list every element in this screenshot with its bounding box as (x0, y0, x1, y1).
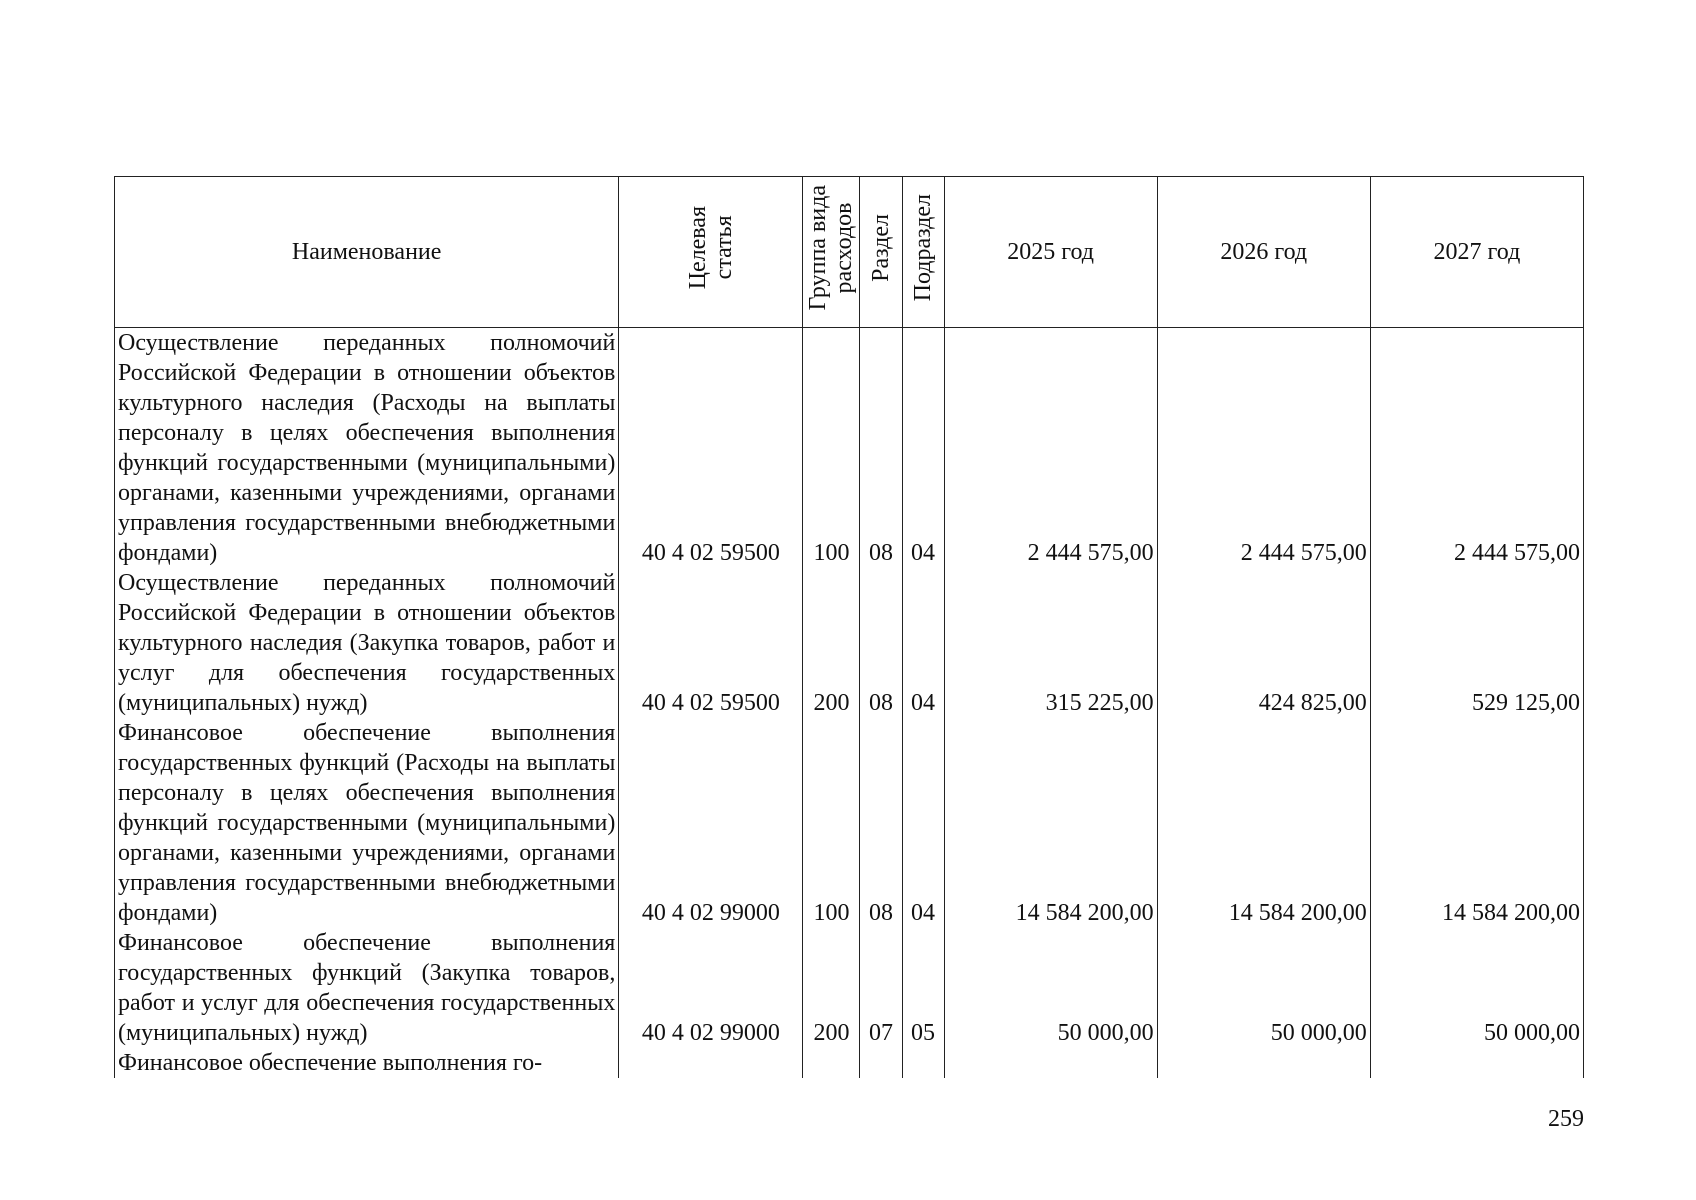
row-amount-2027: 529 125,00 (1370, 568, 1583, 718)
header-year-2025 (944, 177, 1157, 328)
row-amount-2026: 424 825,00 (1157, 568, 1370, 718)
header-expense-group (803, 177, 860, 328)
header-target-article-label (685, 206, 737, 289)
header-group-line2: расходов (831, 202, 858, 294)
table-row (115, 928, 1584, 1048)
table-row (115, 718, 1584, 928)
row-amount-2025 (944, 1048, 1157, 1078)
row-target-article (619, 1048, 803, 1078)
header-name (115, 177, 619, 328)
header-target-line2: статья (710, 216, 737, 280)
row-name: Финансовое обеспечение выполнения государственных функций (Расходы на выплаты персоналу в целях обеспечения выполнения функций государственными (муниципальными) органами, казенными учреждениями, органами управления государственными внебюджетными фондами) (115, 718, 619, 928)
row-amount-2027 (1370, 1048, 1583, 1078)
header-group-line1: Группа вида (805, 185, 832, 311)
table-row (115, 328, 1584, 569)
header-year-2027-label: 2027 год (1433, 239, 1521, 265)
row-amount-2025: 14 584 200,00 (944, 718, 1157, 928)
header-subsection-label: Подраздел (910, 194, 936, 302)
row-amount-2027: 50 000,00 (1370, 928, 1583, 1048)
table-header-row (115, 177, 1584, 328)
header-year-2026 (1157, 177, 1370, 328)
row-expense-group: 200 (803, 568, 860, 718)
row-expense-group: 100 (803, 718, 860, 928)
header-target-line1: Целевая (684, 206, 711, 290)
row-subsection: 04 (902, 718, 944, 928)
row-amount-2025: 315 225,00 (944, 568, 1157, 718)
row-section: 08 (860, 328, 902, 569)
header-section-label: Раздел (867, 214, 894, 282)
row-amount-2026 (1157, 1048, 1370, 1078)
table-row-partial (115, 1048, 1584, 1078)
page-number: 259 (1548, 1106, 1584, 1132)
row-name: Финансовое обеспечение выполнения го- (115, 1048, 619, 1078)
row-subsection: 04 (902, 568, 944, 718)
header-year-2026-label: 2026 год (1220, 239, 1308, 265)
header-year-2025-label: 2025 год (1007, 239, 1094, 265)
row-amount-2026: 2 444 575,00 (1157, 328, 1370, 569)
row-amount-2025: 50 000,00 (944, 928, 1157, 1048)
row-section: 08 (860, 568, 902, 718)
row-amount-2027: 2 444 575,00 (1370, 328, 1583, 569)
row-subsection: 04 (902, 328, 944, 569)
row-target-article: 40 4 02 59500 (619, 568, 803, 718)
row-expense-group: 100 (803, 328, 860, 569)
row-amount-2027: 14 584 200,00 (1370, 718, 1583, 928)
row-subsection: 05 (902, 928, 944, 1048)
row-amount-2026: 14 584 200,00 (1157, 718, 1370, 928)
row-name: Осуществление переданных полномочий Российской Федерации в отношении объектов культурного наследия (Расходы на выплаты персоналу в целях обеспечения выполнения функций государственными (муниципальными) органами, казенными учреждениями, органами управления государственными внебюджетными фондами) (115, 328, 619, 569)
row-section (860, 1048, 902, 1078)
header-subsection (902, 177, 944, 328)
row-target-article: 40 4 02 99000 (619, 718, 803, 928)
row-expense-group (803, 1048, 860, 1078)
row-target-article: 40 4 02 59500 (619, 328, 803, 569)
header-target-article (619, 177, 803, 328)
table-row (115, 568, 1584, 718)
header-name-label: Наименование (291, 239, 442, 265)
header-year-2027 (1370, 177, 1583, 328)
header-section (860, 177, 902, 328)
row-amount-2026: 50 000,00 (1157, 928, 1370, 1048)
row-name: Осуществление переданных полномочий Российской Федерации в отношении объектов культурного наследия (Закупка товаров, работ и услуг для обеспечения государственных (муниципальных) нужд) (115, 568, 619, 718)
header-expense-group-label (805, 185, 857, 310)
row-amount-2025: 2 444 575,00 (944, 328, 1157, 569)
row-name: Финансовое обеспечение выполнения государственных функций (Закупка товаров, работ и услуг для обеспечения государственных (муниципальных) нужд) (115, 928, 619, 1048)
budget-table (114, 176, 1584, 1078)
row-section: 07 (860, 928, 902, 1048)
row-section: 08 (860, 718, 902, 928)
row-expense-group: 200 (803, 928, 860, 1048)
row-subsection (902, 1048, 944, 1078)
row-target-article: 40 4 02 99000 (619, 928, 803, 1048)
